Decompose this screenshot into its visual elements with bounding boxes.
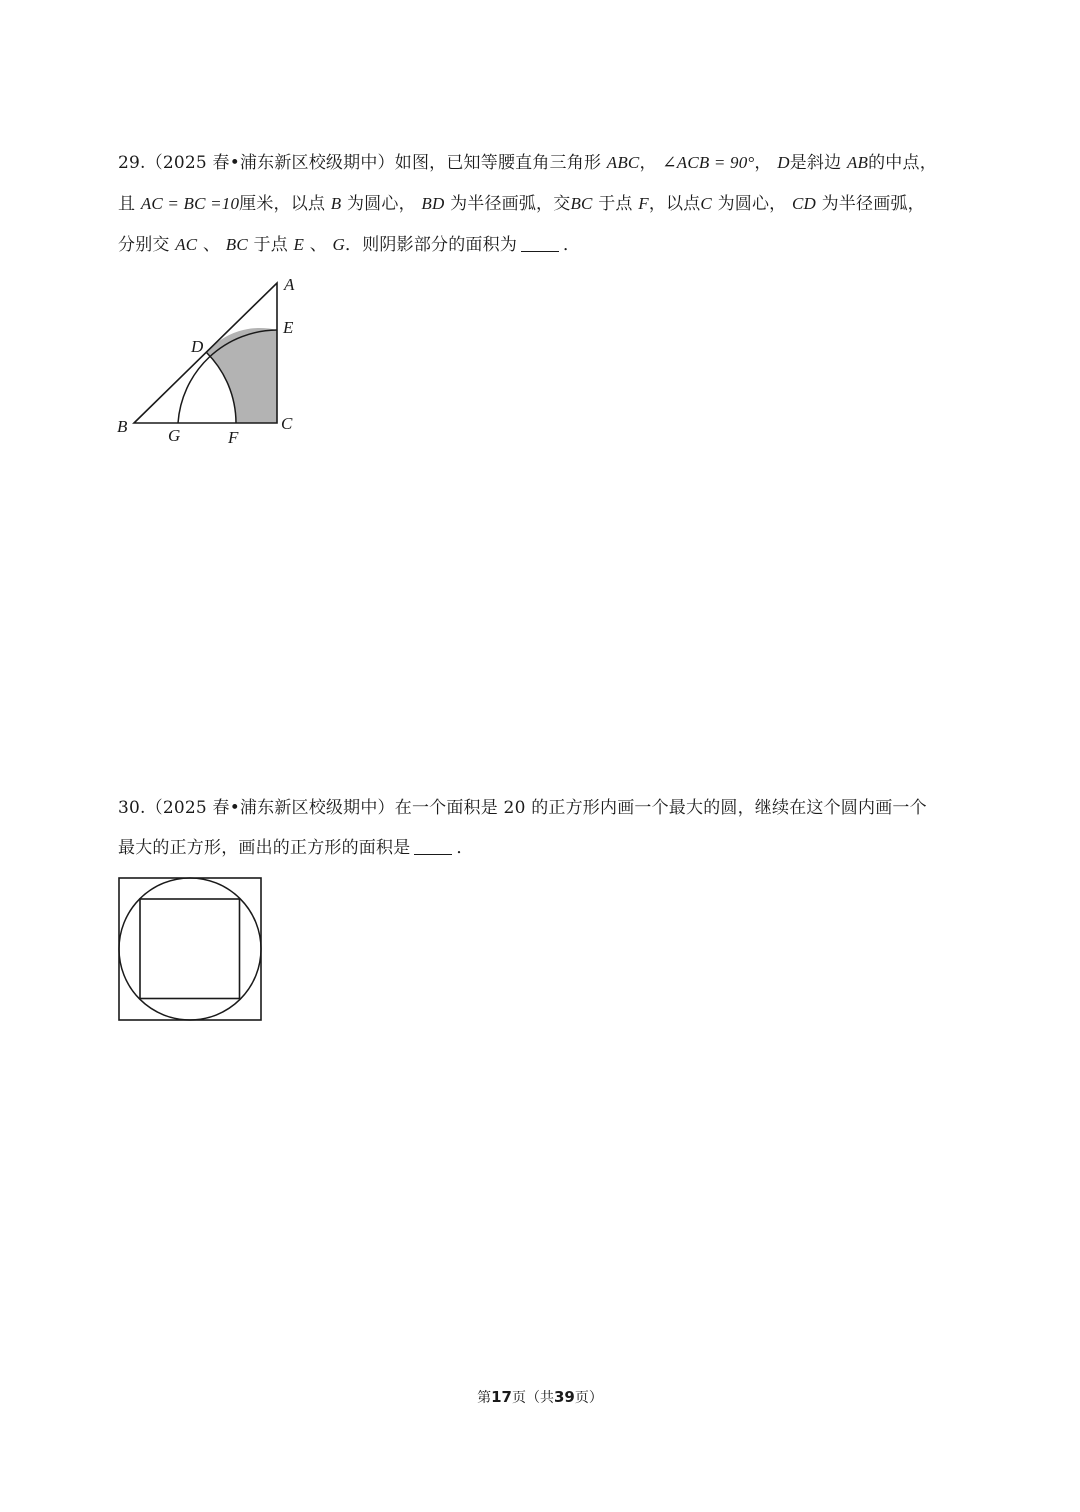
footer-text: 页） bbox=[574, 1390, 603, 1406]
q29-text: 为圆心， bbox=[717, 194, 787, 214]
footer-text: 页（共 bbox=[512, 1390, 554, 1406]
q29-text: 厘米，以点 bbox=[239, 194, 326, 214]
q29-number: 29. bbox=[118, 153, 146, 173]
answer-blank bbox=[521, 235, 559, 252]
q30-text: 最大的正方形，画出的正方形的面积是 bbox=[118, 838, 411, 858]
q29-math: C bbox=[700, 194, 712, 213]
answer-blank bbox=[414, 838, 452, 855]
q30-line-1 bbox=[118, 798, 927, 818]
triangle-figure bbox=[110, 272, 310, 452]
inner-square bbox=[140, 899, 240, 999]
q30-number: 30. bbox=[118, 798, 146, 818]
q29-math: BC bbox=[225, 235, 248, 254]
q29-math: BD bbox=[421, 194, 445, 213]
q29-math: AB bbox=[846, 153, 869, 172]
footer-text: 第 bbox=[477, 1390, 492, 1406]
q29-text: ， bbox=[639, 153, 657, 173]
page-number: 17 bbox=[491, 1388, 512, 1406]
q29-text: 、 bbox=[202, 235, 221, 255]
q29-source: （2025 春•浦东新区校级期中） bbox=[145, 153, 395, 173]
label-b: B bbox=[117, 417, 128, 436]
q29-text: 为半径画弧，交 bbox=[450, 194, 571, 214]
q30-text: 在一个面积是 20 的正方形内画一个最大的圆，继续在这个圆内画一个 bbox=[394, 798, 927, 818]
square-circle-figure bbox=[117, 876, 263, 1022]
q29-math: E bbox=[293, 235, 305, 254]
label-g: G bbox=[168, 426, 181, 445]
q30-text: ． bbox=[456, 838, 474, 858]
q29-math: B bbox=[330, 194, 342, 213]
q29-text: 分别交 bbox=[118, 235, 170, 255]
q29-text: 、 bbox=[309, 235, 327, 255]
q29-text: 的中点， bbox=[868, 153, 937, 173]
q29-math: AC = BC =10 bbox=[140, 194, 240, 213]
q29-math: BC bbox=[570, 194, 593, 213]
label-f: F bbox=[228, 428, 239, 447]
q29-text: 为半径画弧， bbox=[821, 194, 925, 214]
q29-text: 为圆心， bbox=[346, 194, 416, 214]
q29-math: F bbox=[638, 194, 649, 213]
q29-line-1 bbox=[118, 153, 937, 173]
q29-math: ∠ACB = 90° bbox=[662, 153, 755, 172]
q29-text: 于点 bbox=[253, 235, 288, 255]
page-footer bbox=[0, 1387, 1080, 1407]
total-pages: 39 bbox=[554, 1388, 575, 1406]
q29-math: AC bbox=[175, 235, 198, 254]
label-a: A bbox=[284, 275, 295, 294]
q29-line-3 bbox=[118, 235, 580, 255]
q29-text: 如图，已知等腰直角三角形 bbox=[394, 153, 602, 173]
label-e: E bbox=[283, 318, 294, 337]
q29-text: ，以点 bbox=[648, 194, 701, 214]
q29-text: ， bbox=[754, 153, 772, 173]
label-c: C bbox=[281, 414, 293, 433]
q29-text: ．则阴影部分的面积为 bbox=[345, 235, 518, 255]
q29-text: 是斜边 bbox=[789, 153, 842, 173]
q30-line-2 bbox=[118, 838, 474, 858]
q29-text: 且 bbox=[118, 194, 136, 214]
q29-text: 于点 bbox=[598, 194, 633, 214]
q29-math: G bbox=[332, 235, 346, 254]
q29-math: CD bbox=[792, 194, 817, 213]
q29-line-2 bbox=[118, 194, 925, 214]
label-d: D bbox=[191, 337, 204, 356]
q29-math: D bbox=[777, 153, 790, 172]
q29-text: ． bbox=[563, 235, 581, 255]
q29-math: ABC bbox=[606, 153, 640, 172]
q30-source: （2025 春•浦东新区校级期中） bbox=[145, 798, 395, 818]
